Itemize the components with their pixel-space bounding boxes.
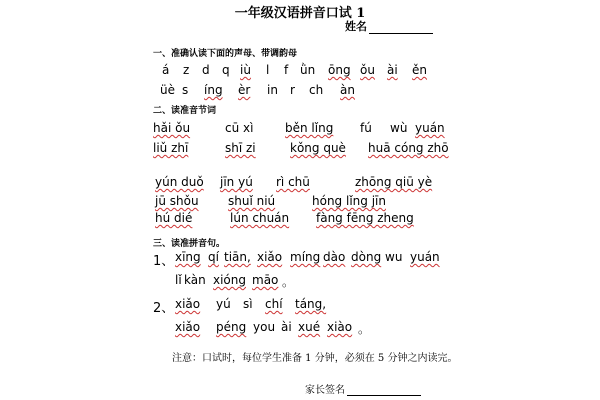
list-item: yuán bbox=[415, 121, 445, 135]
list-item: ōng bbox=[328, 63, 351, 77]
list-item: běn lǐng bbox=[285, 121, 334, 135]
list-item: hóng lǐng jīn bbox=[312, 194, 386, 208]
list-item: xīng bbox=[175, 250, 201, 264]
list-item: shuǐ niú bbox=[228, 194, 276, 208]
list-item: yún duǒ bbox=[155, 175, 204, 189]
section1-row1 bbox=[0, 63, 600, 79]
list-item: íng bbox=[204, 83, 223, 97]
list-item: kǒng què bbox=[290, 141, 346, 155]
list-item: f bbox=[284, 63, 289, 77]
sentence2-line2 bbox=[0, 320, 600, 338]
list-item: üè bbox=[160, 83, 175, 97]
list-item: ài bbox=[281, 320, 292, 334]
list-item: s bbox=[182, 83, 189, 97]
list-item: you bbox=[253, 320, 276, 334]
list-item: cū xì bbox=[225, 121, 254, 135]
list-item: yuán bbox=[410, 250, 440, 264]
list-item: wù bbox=[390, 121, 408, 135]
list-item: dòng bbox=[351, 250, 382, 264]
list-item: fàng fēng zheng bbox=[316, 211, 414, 225]
signature-blank bbox=[347, 384, 421, 396]
list-item: māo bbox=[252, 273, 279, 287]
list-item: zhōng qiū yè bbox=[355, 175, 433, 189]
list-item: iù bbox=[240, 63, 251, 77]
list-item: chí bbox=[265, 297, 283, 311]
list-item: jū shǒu bbox=[155, 194, 199, 208]
list-item: shī zi bbox=[225, 141, 256, 155]
sentence1-line2 bbox=[0, 273, 600, 291]
list-item: jīn yú bbox=[220, 175, 253, 189]
parent-signature bbox=[305, 381, 421, 396]
sentence2-line1 bbox=[0, 297, 600, 315]
list-item: dào bbox=[323, 250, 346, 264]
list-item: ch bbox=[309, 83, 324, 97]
list-item: d bbox=[202, 63, 210, 77]
list-item: qí bbox=[208, 250, 219, 264]
section2-row1 bbox=[0, 121, 600, 137]
list-item: r bbox=[290, 83, 295, 97]
sentence2-number: 2、 bbox=[153, 301, 175, 316]
page-title: 一年级汉语拼音口试 1 bbox=[234, 6, 366, 21]
list-item: in bbox=[267, 83, 278, 97]
list-item: xióng bbox=[213, 273, 246, 287]
list-item: táng, bbox=[295, 297, 327, 311]
section3-heading: 三、读准拼音句。 bbox=[153, 239, 226, 249]
list-item: xiǎo bbox=[175, 320, 201, 334]
list-item: lǐ bbox=[175, 273, 182, 287]
list-item: huā cóng zhō bbox=[368, 141, 449, 155]
list-item: xiǎo bbox=[257, 250, 283, 264]
list-item: míng bbox=[290, 250, 321, 264]
list-item: xiào bbox=[327, 320, 353, 334]
list-item: l bbox=[266, 63, 270, 77]
list-item: á bbox=[162, 63, 170, 77]
list-item: 。 bbox=[282, 275, 295, 289]
section2-row4 bbox=[0, 194, 600, 210]
list-item: tiān, bbox=[224, 250, 251, 264]
list-item: lún chuán bbox=[230, 211, 290, 225]
list-item: ǜn bbox=[300, 63, 316, 77]
list-item: ài bbox=[387, 63, 398, 77]
section1-row2 bbox=[0, 83, 600, 99]
list-item: hú dié bbox=[155, 211, 193, 225]
section1-heading: 一、准确认读下面的声母、带调韵母 bbox=[153, 49, 298, 59]
list-item: 。 bbox=[358, 322, 371, 336]
name-label: 姓名 bbox=[345, 20, 367, 33]
list-item: rì chū bbox=[276, 175, 310, 189]
list-item: q bbox=[222, 63, 230, 77]
sentence1-line1 bbox=[0, 250, 600, 268]
list-item: kàn bbox=[184, 273, 206, 287]
list-item: z bbox=[183, 63, 190, 77]
section2-row3 bbox=[0, 175, 600, 191]
list-item: hǎi ǒu bbox=[153, 121, 191, 135]
list-item: sì bbox=[243, 297, 253, 311]
list-item: àn bbox=[340, 83, 355, 97]
list-item: ěn bbox=[412, 63, 427, 77]
list-item: xiǎo bbox=[175, 297, 201, 311]
list-item: fú bbox=[360, 121, 372, 135]
name-field bbox=[345, 18, 433, 34]
list-item: èr bbox=[238, 83, 251, 97]
name-blank bbox=[369, 21, 433, 34]
list-item: xué bbox=[298, 320, 321, 334]
section2-row5 bbox=[0, 211, 600, 227]
sentence1-number: 1、 bbox=[153, 254, 175, 269]
list-item: yú bbox=[216, 297, 231, 311]
list-item: péng bbox=[216, 320, 247, 334]
section2-row2 bbox=[0, 141, 600, 157]
list-item: wu bbox=[385, 250, 403, 264]
list-item: liǔ zhī bbox=[153, 141, 189, 155]
section2-heading: 二、读准音节词 bbox=[153, 106, 217, 116]
list-item: ǒu bbox=[360, 63, 375, 77]
note-text: 注意：口试时，每位学生准备 1 分钟，必须在 5 分钟之内读完。 bbox=[172, 353, 458, 364]
parent-signature-label: 家长签名 bbox=[305, 385, 345, 396]
